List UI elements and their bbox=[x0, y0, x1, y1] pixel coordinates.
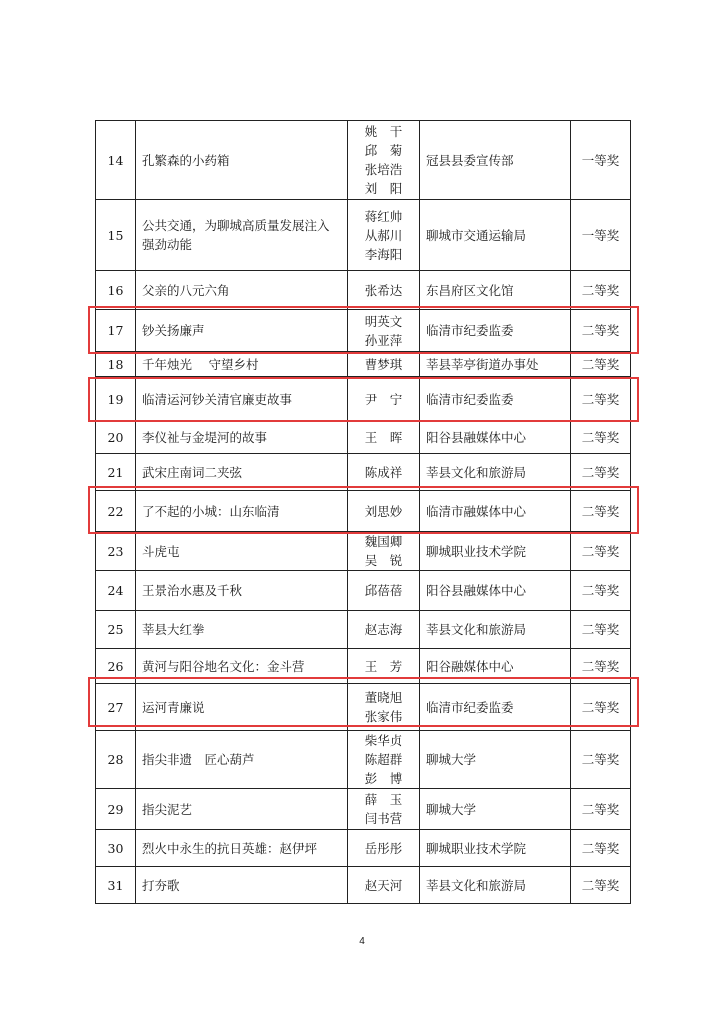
row-number: 16 bbox=[96, 271, 136, 310]
page-number: 4 bbox=[359, 936, 365, 947]
unit: 聊城职业技术学院 bbox=[420, 532, 571, 571]
author-name: 刘 阳 bbox=[364, 181, 403, 196]
highlight-box-row-22 bbox=[88, 486, 639, 534]
author-name: 李海阳 bbox=[364, 246, 403, 262]
authors-cell bbox=[348, 571, 420, 611]
prize: 二等奖 bbox=[571, 867, 631, 904]
row-number: 22 bbox=[96, 491, 136, 532]
author-name: 明英文 bbox=[364, 313, 403, 329]
authors-cell bbox=[348, 731, 420, 789]
unit: 临清市融媒体中心 bbox=[420, 491, 571, 532]
author-name: 从郝川 bbox=[364, 227, 403, 243]
author-name: 张希达 bbox=[364, 282, 403, 298]
author-name: 陈超群 bbox=[364, 752, 403, 767]
prize: 二等奖 bbox=[571, 491, 631, 532]
work-title: 父亲的八元六角 bbox=[136, 271, 348, 310]
prize: 二等奖 bbox=[571, 731, 631, 789]
work-title: 莘县大红拳 bbox=[136, 611, 348, 649]
unit: 临清市纪委监委 bbox=[420, 684, 571, 731]
highlight-box-row-17 bbox=[88, 306, 639, 354]
table-row bbox=[96, 731, 631, 789]
unit: 聊城大学 bbox=[420, 731, 571, 789]
prize: 二等奖 bbox=[571, 789, 631, 830]
unit: 临清市纪委监委 bbox=[420, 377, 571, 422]
authors-cell bbox=[348, 454, 420, 491]
authors-cell bbox=[348, 789, 420, 830]
table-row bbox=[96, 830, 631, 867]
author-name: 邱 菊 bbox=[364, 143, 403, 158]
prize: 一等奖 bbox=[571, 121, 631, 200]
row-number: 21 bbox=[96, 454, 136, 491]
authors-cell bbox=[348, 352, 420, 377]
row-number: 23 bbox=[96, 532, 136, 571]
author-name: 吴 锐 bbox=[364, 553, 403, 568]
work-title: 李仪祉与金堤河的故事 bbox=[136, 422, 348, 454]
row-number: 20 bbox=[96, 422, 136, 454]
author-name: 王 芳 bbox=[364, 658, 403, 674]
unit: 聊城大学 bbox=[420, 789, 571, 830]
work-title: 指尖泥艺 bbox=[136, 789, 348, 830]
highlight-box-row-19 bbox=[88, 377, 639, 422]
author-name: 刘思妙 bbox=[364, 503, 403, 519]
work-title: 打夯歌 bbox=[136, 867, 348, 904]
authors-cell bbox=[348, 830, 420, 867]
prize: 二等奖 bbox=[571, 377, 631, 422]
row-number: 14 bbox=[96, 121, 136, 200]
prize: 二等奖 bbox=[571, 830, 631, 867]
author-name: 董晓旭 bbox=[364, 690, 403, 705]
author-name: 闫书营 bbox=[364, 811, 403, 826]
unit: 阳谷县融媒体中心 bbox=[420, 571, 571, 611]
authors-cell bbox=[348, 422, 420, 454]
row-number: 26 bbox=[96, 649, 136, 684]
author-name: 岳彤彤 bbox=[364, 840, 403, 856]
authors-cell bbox=[348, 611, 420, 649]
authors-cell bbox=[348, 271, 420, 310]
work-title: 孔繁森的小药箱 bbox=[136, 121, 348, 200]
row-number: 19 bbox=[96, 377, 136, 422]
work-title: 临清运河钞关清官廉吏故事 bbox=[136, 377, 348, 422]
row-number: 25 bbox=[96, 611, 136, 649]
table-row bbox=[96, 121, 631, 200]
table-row bbox=[96, 422, 631, 454]
author-name: 蒋红帅 bbox=[364, 208, 403, 224]
prize: 二等奖 bbox=[571, 684, 631, 731]
table-row bbox=[96, 867, 631, 904]
author-name: 曹梦琪 bbox=[364, 356, 403, 372]
prize: 二等奖 bbox=[571, 454, 631, 491]
author-name: 魏国卿 bbox=[364, 534, 403, 549]
unit: 聊城市交通运输局 bbox=[420, 200, 571, 271]
unit: 东昌府区文化馆 bbox=[420, 271, 571, 310]
work-title: 武宋庄南词二夹弦 bbox=[136, 454, 348, 491]
author-name: 赵志海 bbox=[364, 622, 403, 637]
prize: 二等奖 bbox=[571, 422, 631, 454]
authors-cell bbox=[348, 121, 420, 200]
unit: 莘县莘亭街道办事处 bbox=[420, 352, 571, 377]
unit: 临清市纪委监委 bbox=[420, 310, 571, 352]
author-name: 陈成祥 bbox=[364, 464, 403, 480]
author-name: 张培浩 bbox=[364, 162, 403, 177]
work-title: 指尖非遗 匠心葫芦 bbox=[136, 731, 348, 789]
author-name: 彭 博 bbox=[364, 771, 403, 786]
unit: 阳谷融媒体中心 bbox=[420, 649, 571, 684]
work-title: 运河青廉说 bbox=[136, 684, 348, 731]
table-row bbox=[96, 571, 631, 611]
work-title: 斗虎屯 bbox=[136, 532, 348, 571]
prize: 二等奖 bbox=[571, 611, 631, 649]
work-title: 千年烛光 守望乡村 bbox=[136, 352, 348, 377]
prize: 二等奖 bbox=[571, 571, 631, 611]
row-number: 17 bbox=[96, 310, 136, 352]
row-number: 30 bbox=[96, 830, 136, 867]
unit: 阳谷县融媒体中心 bbox=[420, 422, 571, 454]
row-number: 18 bbox=[96, 352, 136, 377]
authors-cell bbox=[348, 532, 420, 571]
table-row bbox=[96, 200, 631, 271]
prize: 二等奖 bbox=[571, 271, 631, 310]
highlight-box-row-27 bbox=[88, 677, 639, 727]
unit: 冠县县委宣传部 bbox=[420, 121, 571, 200]
unit: 莘县文化和旅游局 bbox=[420, 867, 571, 904]
unit: 聊城职业技术学院 bbox=[420, 830, 571, 867]
work-title: 烈火中永生的抗日英雄：赵伊坪 bbox=[136, 830, 348, 867]
author-name: 王 晖 bbox=[364, 430, 403, 445]
unit: 莘县文化和旅游局 bbox=[420, 611, 571, 649]
table-row bbox=[96, 454, 631, 491]
prize: 二等奖 bbox=[571, 352, 631, 377]
unit: 莘县文化和旅游局 bbox=[420, 454, 571, 491]
author-name: 张家伟 bbox=[364, 709, 403, 724]
author-name: 尹 宁 bbox=[364, 391, 403, 407]
author-name: 柴华贞 bbox=[364, 733, 403, 748]
author-name: 邱蓓蓓 bbox=[364, 583, 403, 598]
table-row bbox=[96, 532, 631, 571]
author-name: 赵天河 bbox=[364, 877, 403, 893]
row-number: 24 bbox=[96, 571, 136, 611]
row-number: 28 bbox=[96, 731, 136, 789]
work-title: 公共交通，为聊城高质量发展注入强劲动能 bbox=[136, 200, 348, 271]
author-name: 孙亚萍 bbox=[364, 332, 403, 348]
authors-cell bbox=[348, 200, 420, 271]
work-title: 王景治水惠及千秋 bbox=[136, 571, 348, 611]
table-row bbox=[96, 611, 631, 649]
author-name: 薛 玉 bbox=[364, 792, 403, 807]
row-number: 31 bbox=[96, 867, 136, 904]
work-title: 钞关扬廉声 bbox=[136, 310, 348, 352]
row-number: 15 bbox=[96, 200, 136, 271]
authors-cell bbox=[348, 867, 420, 904]
row-number: 29 bbox=[96, 789, 136, 830]
prize: 二等奖 bbox=[571, 532, 631, 571]
prize: 二等奖 bbox=[571, 310, 631, 352]
row-number: 27 bbox=[96, 684, 136, 731]
author-name: 姚 干 bbox=[364, 124, 403, 139]
prize: 二等奖 bbox=[571, 649, 631, 684]
work-title: 了不起的小城：山东临清 bbox=[136, 491, 348, 532]
table-row bbox=[96, 789, 631, 830]
work-title: 黄河与阳谷地名文化：金斗营 bbox=[136, 649, 348, 684]
table-row bbox=[96, 271, 631, 310]
prize: 一等奖 bbox=[571, 200, 631, 271]
table-row bbox=[96, 352, 631, 377]
